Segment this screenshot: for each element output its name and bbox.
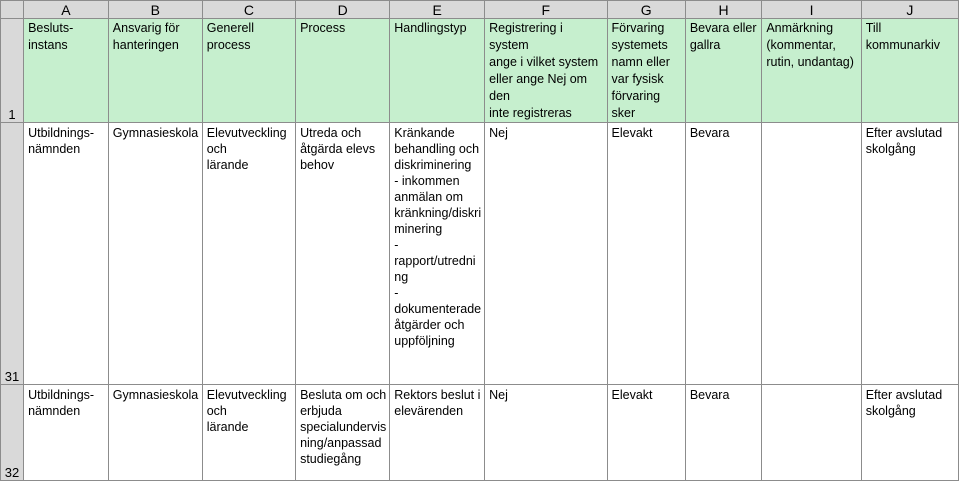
column-header-a[interactable]: A: [24, 1, 109, 19]
column-header-e[interactable]: E: [390, 1, 485, 19]
column-header-f[interactable]: F: [485, 1, 607, 19]
cell-beslutsinstans[interactable]: Utbildnings- nämnden: [24, 385, 109, 481]
cell-generell-process[interactable]: Elevutveckling och lärande: [202, 123, 295, 385]
cell-bevara[interactable]: Bevara: [685, 385, 762, 481]
cell-handlingstyp[interactable]: Kränkande behandling och diskriminering - inkommen anmälan om kränkning/diskri minering - rapport/utredni ng - dokumenterade åtgärder och uppföljning: [390, 123, 485, 385]
column-header-g[interactable]: G: [607, 1, 685, 19]
cell-process[interactable]: Utreda och åtgärda elevs behov: [296, 123, 390, 385]
cell-generell-process[interactable]: Elevutveckling och lärande: [202, 385, 295, 481]
header-ansvarig[interactable]: Ansvarig för hanteringen: [108, 19, 202, 123]
column-header-c[interactable]: C: [202, 1, 295, 19]
header-handlingstyp[interactable]: Handlingstyp: [390, 19, 485, 123]
select-all-corner[interactable]: [1, 1, 24, 19]
table-row: [1, 123, 959, 385]
cell-registrering[interactable]: Nej: [485, 385, 607, 481]
table-row: [1, 385, 959, 481]
column-header-j[interactable]: J: [861, 1, 958, 19]
header-bevara[interactable]: Bevara eller gallra: [685, 19, 762, 123]
row-number-1[interactable]: 1: [1, 19, 24, 123]
column-header-h[interactable]: H: [685, 1, 762, 19]
row-number-31[interactable]: 31: [1, 123, 24, 385]
header-generell-process[interactable]: Generell process: [202, 19, 295, 123]
header-forvaring[interactable]: Förvaring systemets namn eller var fysisk förvaring sker: [607, 19, 685, 123]
cell-registrering[interactable]: Nej: [485, 123, 607, 385]
cell-handlingstyp[interactable]: Rektors beslut i elevärenden: [390, 385, 485, 481]
cell-beslutsinstans[interactable]: Utbildnings- nämnden: [24, 123, 109, 385]
column-header-d[interactable]: D: [296, 1, 390, 19]
header-kommunarkiv[interactable]: Till kommunarkiv: [861, 19, 958, 123]
cell-process[interactable]: Besluta om och erbjuda specialundervis ning/anpassad studiegång: [296, 385, 390, 481]
cell-kommunarkiv[interactable]: Efter avslutad skolgång: [861, 385, 958, 481]
header-registrering[interactable]: Registrering i system ange i vilket system eller ange Nej om den inte registreras: [485, 19, 607, 123]
cell-anmarkning[interactable]: [762, 123, 861, 385]
header-beslutsinstans[interactable]: Besluts- instans: [24, 19, 109, 123]
cell-bevara[interactable]: Bevara: [685, 123, 762, 385]
cell-forvaring[interactable]: Elevakt: [607, 385, 685, 481]
cell-forvaring[interactable]: Elevakt: [607, 123, 685, 385]
header-anmarkning[interactable]: Anmärkning (kommentar, rutin, undantag): [762, 19, 861, 123]
column-header-b[interactable]: B: [108, 1, 202, 19]
cell-kommunarkiv[interactable]: Efter avslutad skolgång: [861, 123, 958, 385]
header-process[interactable]: Process: [296, 19, 390, 123]
table-header-row: [1, 19, 959, 123]
row-number-32[interactable]: 32: [1, 385, 24, 481]
column-header-row: [1, 1, 959, 19]
column-header-i[interactable]: I: [762, 1, 861, 19]
cell-ansvarig[interactable]: Gymnasieskola: [108, 385, 202, 481]
cell-ansvarig[interactable]: Gymnasieskola: [108, 123, 202, 385]
cell-anmarkning[interactable]: [762, 385, 861, 481]
